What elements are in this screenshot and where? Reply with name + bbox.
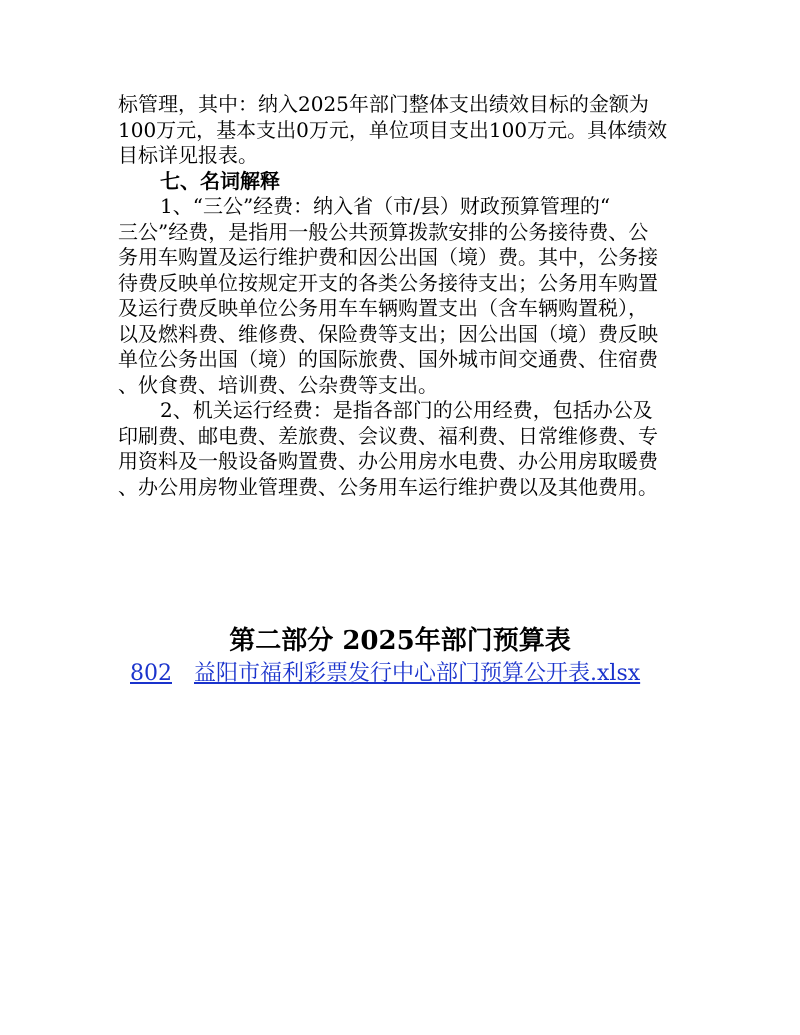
definition-item-2-line: 用资料及一般设备购置费、办公用房水电费、办公用房取暖费 [118,449,658,473]
definition-item-1-line: 及运行费反映单位公务用车车辆购置支出（含车辆购置税）， [118,296,648,320]
definition-item-1-line: 1、“三公”经费：纳入省（市/县）财政预算管理的“ [160,194,611,218]
attachment-link[interactable] [130,656,640,687]
body-line: 目标详见报表。 [118,143,258,167]
definition-item-1-line: 务用车购置及运行维护费和因公出国（境）费。其中，公务接 [118,245,658,269]
definition-item-1-line: 单位公务出国（境）的国际旅费、国外城市间交通费、住宿费 [118,347,658,371]
body-text [118,92,684,500]
definition-item-1-line: 三公”经费，是指用一般公共预算拨款安排的公务接待费、公 [118,219,649,244]
attachment-number[interactable]: 802 [130,661,172,686]
definition-item-1-line: 、伙食费、培训费、公杂费等支出。 [118,372,438,397]
definition-item-2-line: 2、机关运行经费：是指各部门的公用经费，包括办公及 [160,398,653,422]
section-heading: 七、名词解释 [160,168,280,193]
definition-item-1-line: 待费反映单位按规定开支的各类公务接待支出；公务用车购置 [118,270,658,295]
definition-item-2-line: 、办公用房物业管理费、公务用车运行维护费以及其他费用。 [118,474,658,499]
body-line: 标管理，其中：纳入2025年部门整体支出绩效目标的金额为 [118,92,649,116]
part-title: 第二部分 2025年部门预算表 [229,626,571,656]
body-line: 100万元，基本支出0万元，单位项目支出100万元。具体绩效 [118,117,668,142]
definition-item-1-line: 以及燃料费、维修费、保险费等支出；因公出国（境）费反映 [118,321,658,346]
definition-item-2-line: 印刷费、邮电费、差旅费、会议费、福利费、日常维修费、专 [118,423,658,448]
attachment-filename[interactable]: 益阳市福利彩票发行中心部门预算公开表.xlsx [194,661,641,686]
